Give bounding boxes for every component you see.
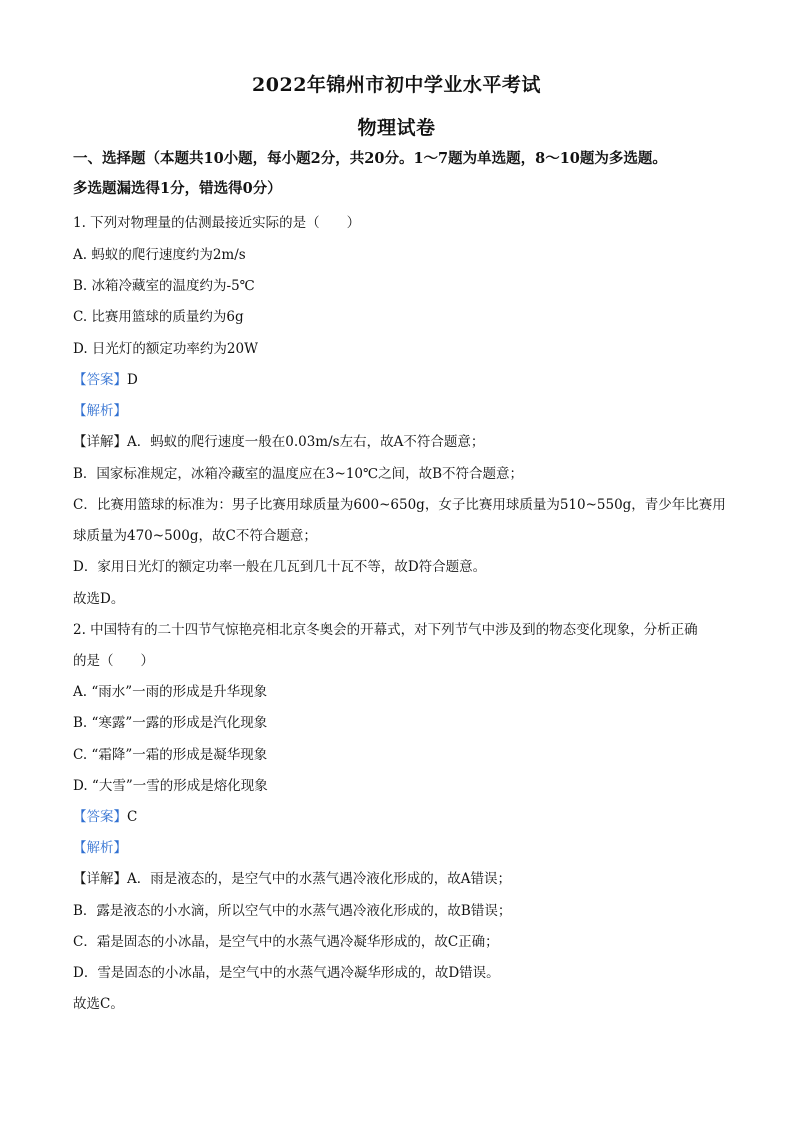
q2-answer: C bbox=[127, 809, 138, 825]
q1-detail-line-1 bbox=[73, 433, 484, 451]
q1-option-d: D. 日光灯的额定功率约为20W bbox=[73, 341, 258, 357]
q1-conclusion: 故选D。 bbox=[73, 591, 125, 607]
exam-subtitle: 物理试卷 bbox=[357, 117, 436, 139]
q2-stem-line-1: 2. 中国特有的二十四节气惊艳亮相北京冬奥会的开幕式，对下列节气中涉及到的物态变化现象，分析正确 bbox=[73, 622, 698, 638]
q2-detail-line-4: D．雪是固态的小冰晶，是空气中的水蒸气遇冷凝华形成的，故D错误。 bbox=[73, 965, 500, 981]
q1-option-b: B. 冰箱冷藏室的温度约为-5℃ bbox=[73, 278, 255, 294]
q2-conclusion: 故选C。 bbox=[73, 996, 124, 1012]
q1-detail-line-3: C．比赛用篮球的标准为：男子比赛用球质量为600~650g，女子比赛用球质量为510~550g，青少年比赛用 bbox=[73, 497, 726, 513]
q1-option-c: C. 比赛用篮球的质量约为6g bbox=[73, 309, 244, 325]
q1-answer: D bbox=[127, 372, 138, 388]
q1-detail-line-2: B．国家标准规定，冰箱冷藏室的温度应在3~10℃之间，故B不符合题意； bbox=[73, 466, 524, 482]
section-heading-line-1: 一、选择题（本题共10小题，每小题2分，共20分。1～7题为单选题，8～10题为多选题。 bbox=[73, 150, 667, 167]
q2-answer-tag: 【答案】 bbox=[73, 809, 127, 825]
q2-answer-line bbox=[73, 808, 137, 826]
exam-title: 2022年锦州市初中学业水平考试 bbox=[252, 74, 541, 96]
q1-answer-tag: 【答案】 bbox=[73, 372, 127, 388]
q1-answer-line bbox=[73, 371, 138, 389]
q1-option-a: A. 蚂蚁的爬行速度约为2m/s bbox=[73, 247, 246, 263]
q2-detail-line-3: C．霜是固态的小冰晶，是空气中的水蒸气遇冷凝华形成的，故C正确； bbox=[73, 934, 499, 950]
q1-detail-line-4: 球质量为470~500g，故C不符合题意； bbox=[73, 528, 317, 544]
q2-option-d: D. “大雪”一雪的形成是熔化现象 bbox=[73, 778, 268, 794]
q2-stem-line-2: 的是（ ） bbox=[73, 653, 154, 669]
q2-option-a: A. “雨水”一雨的形成是升华现象 bbox=[73, 684, 268, 700]
q2-detail-line-1 bbox=[73, 870, 511, 888]
section-heading-line-2: 多选题漏选得1分，错选得0分） bbox=[73, 180, 282, 197]
q2-analysis-tag: 【解析】 bbox=[73, 840, 127, 856]
q2-detail-tag: 【详解】 bbox=[73, 871, 127, 887]
q1-analysis-tag: 【解析】 bbox=[73, 403, 127, 419]
q2-detail-text-1: A．雨是液态的，是空气中的水蒸气遇冷液化形成的，故A错误； bbox=[127, 871, 511, 887]
q2-option-c: C. “霜降”一霜的形成是凝华现象 bbox=[73, 747, 268, 763]
q1-detail-text-1: A．蚂蚁的爬行速度一般在0.03m/s左右，故A不符合题意； bbox=[127, 434, 485, 450]
q2-option-b: B. “寒露”一露的形成是汽化现象 bbox=[73, 715, 268, 731]
q1-detail-line-5: D．家用日光灯的额定功率一般在几瓦到几十瓦不等，故D符合题意。 bbox=[73, 559, 487, 575]
q2-detail-line-2: B．露是液态的小水滴，所以空气中的水蒸气遇冷液化形成的，故B错误； bbox=[73, 903, 512, 919]
q1-detail-tag: 【详解】 bbox=[73, 434, 127, 450]
q1-stem: 1. 下列对物理量的估测最接近实际的是（ ） bbox=[73, 215, 361, 231]
